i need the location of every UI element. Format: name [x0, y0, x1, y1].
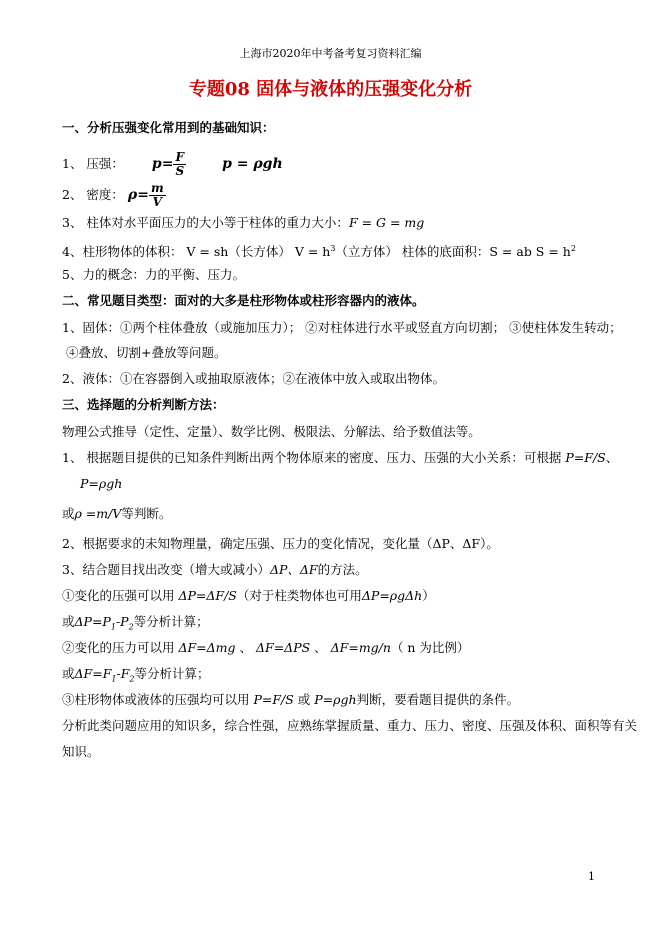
item4-sup1: 3	[330, 244, 336, 253]
c2-line2-or: 或	[62, 666, 75, 681]
item4-volume	[62, 241, 576, 260]
item5-force-concept: 5、力的概念：力的平衡、压力。	[62, 267, 245, 282]
s3-item3-text-b: 的方法。	[317, 562, 368, 577]
item4-sup2: 2	[570, 244, 576, 253]
section1-heading: 一、分析压强变化常用到的基础知识：	[62, 120, 275, 135]
c2-formula2: ΔF=ΔPS	[256, 640, 311, 655]
s3-item3-formula: ΔP、ΔF	[269, 562, 318, 577]
c1-formula2: ΔP=ρgΔh	[361, 588, 423, 603]
c3-formula2: P=ρgh	[314, 692, 357, 707]
item2-rho: ρ	[127, 187, 138, 203]
c1-line2-sub2: 2	[128, 622, 134, 632]
c1-line2	[62, 614, 209, 636]
c2-line2-formula: ΔF=F	[74, 666, 112, 681]
item3-formula: F = G = mg	[348, 215, 425, 230]
s3-item1-sep: 、	[605, 450, 619, 465]
c3-columnar-pressure	[62, 692, 519, 708]
c1-formula1: ΔP=ΔF/S	[178, 588, 237, 603]
c2-line2-sub2: 2	[129, 674, 135, 684]
c1-line2-tail: 等分析计算；	[133, 614, 209, 629]
s2-item1-line1: 1、固体：①两个柱体叠放（或施加压力）； ②对柱体进行水平或竖直方向切割； ③使柱体发生转动；	[62, 320, 622, 335]
item2-denominator: V	[152, 195, 162, 209]
s3-item3-text-a: 3、结合题目找出改变（增大或减小）	[62, 562, 270, 577]
c2-sep1: 、	[235, 640, 256, 655]
item4-text-b: （立方体） 柱体的底面积：S = ab S = h	[335, 244, 571, 260]
c2-force-change	[62, 640, 469, 656]
page-number: 1	[588, 870, 595, 883]
s3-item3	[62, 562, 368, 578]
item1-eq: =	[161, 156, 174, 172]
c1-text-b: （对于柱类物体也可用	[236, 588, 362, 603]
c2-formula1: ΔF=Δmg	[178, 640, 236, 655]
c1-line2-mid: -P	[115, 614, 129, 629]
item4-text-a: 4、柱形物体的体积： V = sh（长方体） V = h	[62, 244, 331, 260]
s3-item1-line3	[62, 506, 171, 522]
section2-heading: 二、常见题目类型：面对的大多是柱形物体或柱形容器内的液体。	[62, 293, 425, 308]
c1-line2-or: 或	[62, 614, 75, 629]
s3-item2: 2、根据要求的未知物理量，确定压强、压力的变化情况，变化量（ΔP、ΔF）。	[62, 536, 499, 551]
item1-numerator: F	[173, 151, 186, 165]
item1-p: p	[151, 156, 162, 172]
item3-text: 3、 柱体对水平面压力的大小等于柱体的重力大小：	[62, 215, 349, 230]
c3-text-b: 判断，要看题目提供的条件。	[356, 692, 520, 707]
section3-heading: 三、选择题的分析判断方法：	[62, 397, 225, 412]
s3-item1-or: 或	[62, 506, 75, 521]
item2-fraction	[149, 182, 166, 209]
item2-eq: =	[137, 187, 149, 203]
summary-line1: 分析此类问题应用的知识多，综合性强，应熟练掌握质量、重力、压力、密度、压强及体积、面积等有关	[62, 718, 638, 733]
c2-sep2: 、	[310, 640, 331, 655]
item2-label: 2、 密度：	[62, 187, 124, 202]
item3-pressure-force	[62, 215, 424, 231]
c1-text-a: ①变化的压强可以用	[62, 588, 179, 603]
item1-label: 1、 压强：	[62, 156, 124, 171]
item1-pressure	[62, 149, 283, 179]
c2-text-a: ②变化的压力可以用	[62, 640, 179, 655]
item1-fraction	[173, 151, 186, 178]
page-title: 专题08 固体与液体的压强变化分析	[188, 79, 473, 100]
c1-pressure-change	[62, 588, 435, 604]
item1-denominator: S	[175, 164, 185, 178]
c3-text-a: ③柱形物体或液体的压强均可以用	[62, 692, 254, 707]
s3-item1-line1	[62, 450, 618, 466]
c3-mid: 或	[293, 692, 315, 707]
item2-numerator: m	[150, 181, 164, 195]
s3-intro: 物理公式推导（定性、定量）、数学比例、极限法、分解法、给予数值法等。	[62, 424, 481, 439]
item1-formula2: p = ρgh	[222, 156, 283, 172]
s3-item1-judge: 等判断。	[121, 506, 172, 521]
c1-text-c: ）	[422, 588, 435, 603]
s3-item1-formula3: ρ =m/V	[74, 506, 122, 521]
c2-line2-sub1: 1	[111, 674, 117, 684]
s3-item1-formula2: P=ρgh	[80, 476, 123, 491]
s2-item2: 2、液体：①在容器倒入或抽取原液体；②在液体中放入或取出物体。	[62, 371, 445, 386]
c3-formula1: P=F/S	[253, 692, 294, 707]
s2-item1-line2: ④叠放、切割+叠放等问题。	[66, 345, 227, 360]
c1-line2-sub1: 1	[110, 622, 116, 632]
c1-line2-formula: ΔP=P	[74, 614, 111, 629]
summary-line2: 知识。	[62, 744, 100, 759]
c2-text-b: （ n 为比例）	[390, 640, 470, 655]
s3-item1-text: 1、 根据题目提供的已知条件判断出两个物体原来的密度、压力、压强的大小关系：可根据	[62, 450, 566, 465]
c2-line2-mid: -F	[116, 666, 130, 681]
running-header: 上海市2020年中考备考复习资料汇编	[239, 47, 422, 60]
c2-line2	[62, 666, 209, 688]
s3-item1-formula1: P=F/S	[565, 450, 606, 465]
c2-formula3: ΔF=mg/n	[330, 640, 391, 655]
item2-density	[62, 180, 166, 210]
c2-line2-tail: 等分析计算；	[134, 666, 210, 681]
